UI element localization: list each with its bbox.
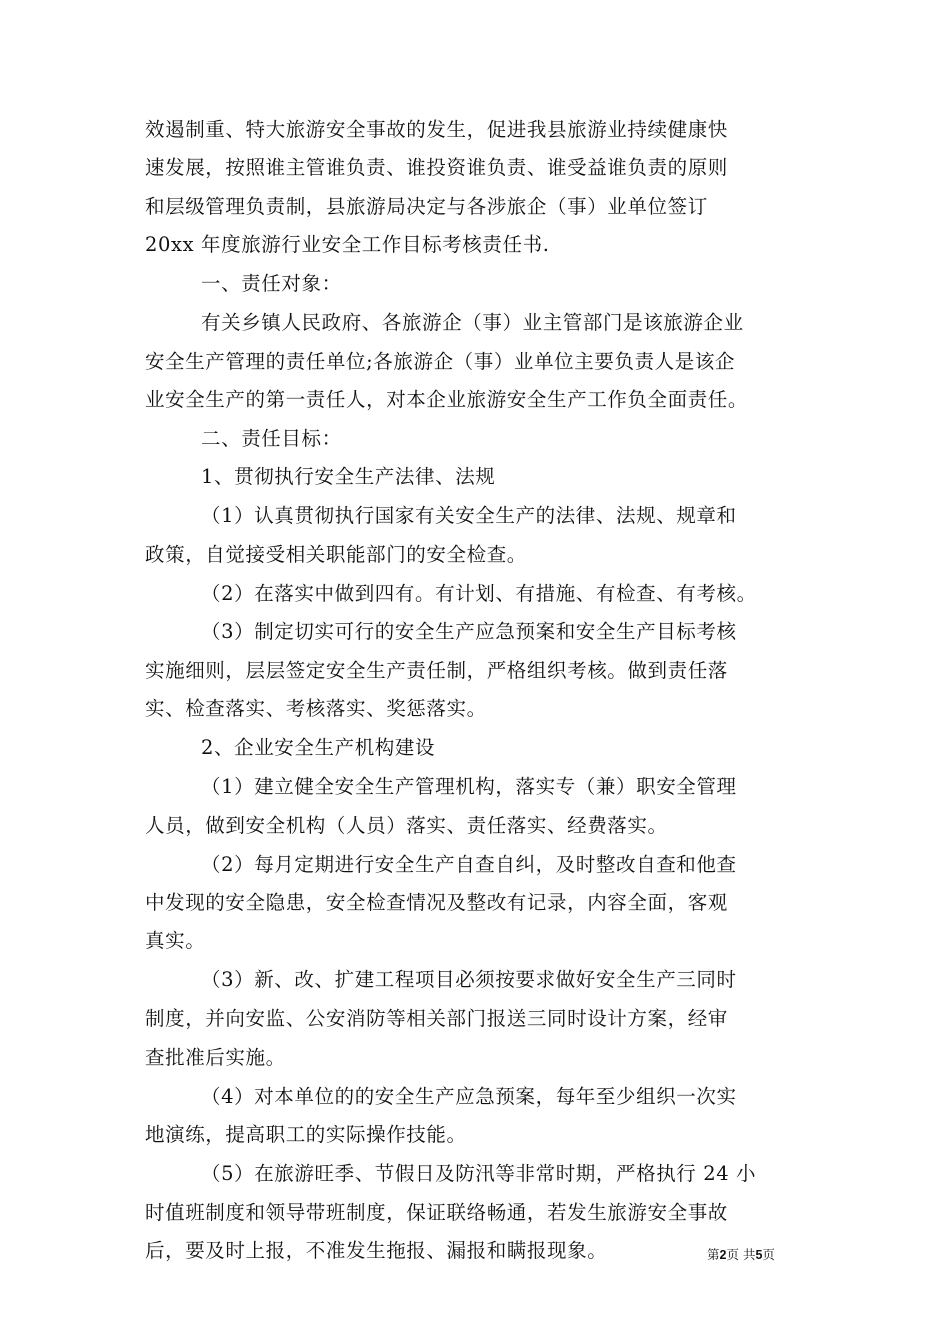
total-pages-number: 5 <box>755 1248 763 1262</box>
text-line: 安全生产管理的责任单位;各旅游企（事）业单位主要负责人是该企 <box>145 350 736 373</box>
text-line: 速发展，按照谁主管谁负责、谁投资谁负责、谁受益谁负责的原则 <box>145 156 728 179</box>
text-line: （2）在落实中做到四有。有计划、有措施、有检查、有考核。 <box>201 582 757 605</box>
text-line: 人员，做到安全机构（人员）落实、责任落实、经费落实。 <box>145 814 668 837</box>
text-line: 二、责任目标： <box>201 427 342 450</box>
text-line: 实、检查落实、考核落实、奖惩落实。 <box>145 697 487 720</box>
text-line: 20xx 年度旅游行业安全工作目标考核责任书. <box>145 233 550 256</box>
page-number-footer <box>707 1247 775 1263</box>
text-line: 地演练，提高职工的实际操作技能。 <box>145 1123 467 1146</box>
text-line: （3）新、改、扩建工程项目必须按要求做好安全生产三同时 <box>201 968 737 991</box>
text-line: 业安全生产的第一责任人，对本企业旅游安全生产工作负全面责任。 <box>145 388 749 411</box>
text-line: 实施细则，层层签定安全生产责任制，严格组织考核。做到责任落 <box>145 659 728 682</box>
text-line: （5）在旅游旺季、节假日及防汛等非常时期，严格执行 24 小 <box>201 1162 757 1185</box>
text-line: （1）建立健全安全生产管理机构，落实专（兼）职安全管理 <box>201 775 737 798</box>
text-line: 中发现的安全隐患，安全检查情况及整改有记录，内容全面，客观 <box>145 891 728 914</box>
text-line: 和层级管理负责制，县旅游局决定与各涉旅企（事）业单位签订 <box>145 195 708 218</box>
text-line: 一、责任对象： <box>201 272 342 295</box>
text-line: 1、贯彻执行安全生产法律、法规 <box>201 465 496 488</box>
text-line: 效遏制重、特大旅游安全事故的发生，促进我县旅游业持续健康快 <box>145 118 728 141</box>
text-line: 后，要及时上报，不准发生拖报、漏报和瞒报现象。 <box>145 1239 608 1262</box>
text-line: 查批准后实施。 <box>145 1046 286 1069</box>
text-line: （3）制定切实可行的安全生产应急预案和安全生产目标考核 <box>201 620 737 643</box>
text-line: 有关乡镇人民政府、各旅游企（事）业主管部门是该旅游企业 <box>201 311 744 334</box>
footer-suffix: 页 <box>762 1247 775 1262</box>
text-line: 真实。 <box>145 929 206 952</box>
footer-middle: 页 共 <box>726 1247 756 1262</box>
text-line: 2、企业安全生产机构建设 <box>201 736 436 759</box>
current-page-number: 2 <box>719 1248 727 1262</box>
text-line: （2）每月定期进行安全生产自查自纠，及时整改自查和他查 <box>201 853 737 876</box>
text-line: 制度，并向安监、公安消防等相关部门报送三同时设计方案，经审 <box>145 1007 728 1030</box>
text-line: （1）认真贯彻执行国家有关安全生产的法律、法规、规章和 <box>201 504 737 527</box>
footer-prefix: 第 <box>707 1247 720 1262</box>
text-line: 政策，自觉接受相关职能部门的安全检查。 <box>145 543 527 566</box>
text-line: 时值班制度和领导带班制度，保证联络畅通，若发生旅游安全事故 <box>145 1201 728 1224</box>
text-line: （4）对本单位的的安全生产应急预案，每年至少组织一次实 <box>201 1085 737 1108</box>
